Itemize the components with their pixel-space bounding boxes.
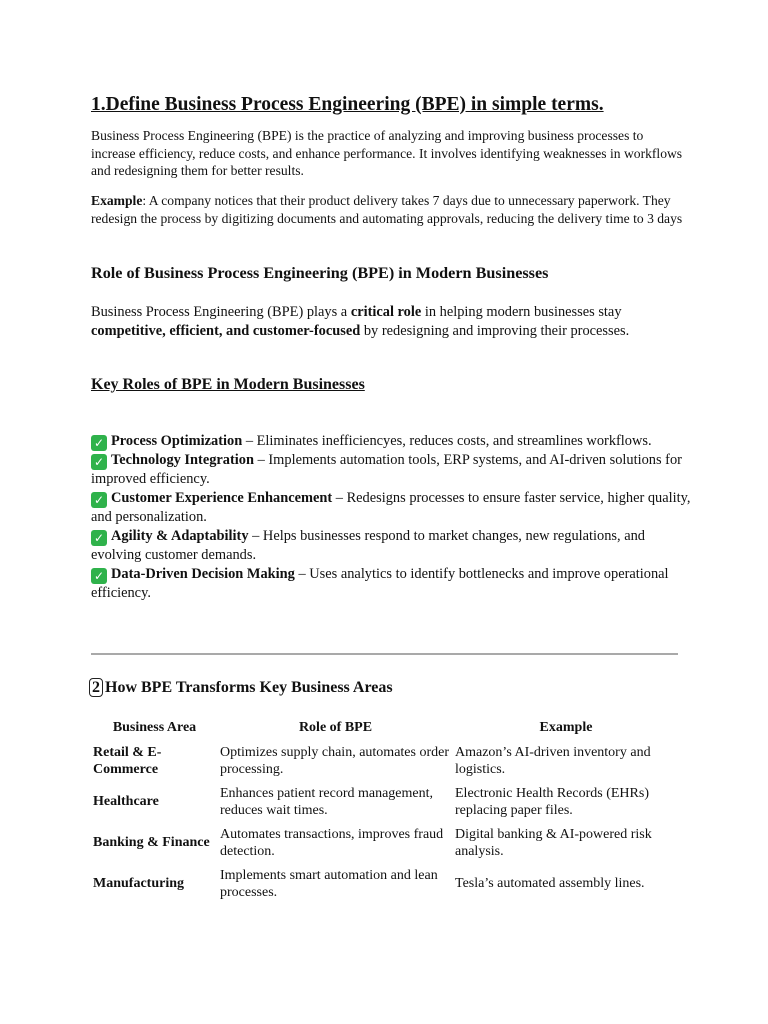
example-paragraph xyxy=(91,192,691,227)
key-role-title: Data-Driven Decision Making xyxy=(111,566,295,582)
key-role-title: Customer Experience Enhancement xyxy=(111,490,333,506)
key-role-item xyxy=(91,432,691,451)
key-role-desc: – Helps businesses respond to market changes, new regulations, and evolving customer demands. xyxy=(91,528,645,563)
cell-business-area: Healthcare xyxy=(93,794,159,810)
cell-business-area: Retail & E-Commerce xyxy=(93,744,162,777)
key-role-item xyxy=(91,565,691,603)
heading-key-roles: Key Roles of BPE in Modern Businesses xyxy=(91,376,365,393)
key-role-desc: – Redesigns processes to ensure faster service, higher quality, and personalization. xyxy=(91,490,691,525)
key-role-title: Process Optimization xyxy=(111,433,243,449)
table-row xyxy=(91,782,679,823)
key-role-item xyxy=(91,527,691,565)
role-text-1: Business Process Engineering (BPE) plays a xyxy=(91,304,351,320)
key-roles-list xyxy=(91,432,691,603)
check-mark-icon: ✓ xyxy=(91,568,107,584)
heading-transform-areas xyxy=(89,678,393,697)
section-number-box: 2 xyxy=(89,678,103,697)
cell-example: Electronic Health Records (EHRs) replacing paper files. xyxy=(455,785,649,818)
key-role-desc: – Uses analytics to identify bottlenecks and improve operational efficiency. xyxy=(91,566,669,601)
table-row xyxy=(91,823,679,864)
check-mark-icon: ✓ xyxy=(91,454,107,470)
check-mark-icon: ✓ xyxy=(91,492,107,508)
role-bold-2: competitive, efficient, and customer-focused xyxy=(91,323,361,339)
heading-role-of-bpe: Role of Business Process Engineering (BPE) in Modern Businesses xyxy=(91,264,549,282)
cell-role: Enhances patient record management, reduces wait times. xyxy=(220,785,434,818)
definition-paragraph: Business Process Engineering (BPE) is the practice of analyzing and improving business processes to increase efficiency, reduce costs, and enhance performance. It involves identifying weaknesses in workflows and redesigning them for better results. xyxy=(91,128,683,178)
cell-business-area: Banking & Finance xyxy=(93,835,210,851)
role-text-2: in helping modern businesses stay xyxy=(421,304,622,320)
cell-example: Amazon’s AI-driven inventory and logistics. xyxy=(455,744,651,777)
role-text-3: by redesigning and improving their processes. xyxy=(360,323,630,339)
example-label: Example xyxy=(91,193,143,208)
key-role-desc: – Implements automation tools, ERP systems, and AI-driven solutions for improved efficiency. xyxy=(91,452,682,487)
role-bold-1: critical role xyxy=(350,304,422,320)
business-areas-table xyxy=(91,717,679,905)
key-role-desc: – Eliminates inefficiencyes, reduces costs, and streamlines workflows. xyxy=(242,433,652,449)
cell-example: Digital banking & AI-powered risk analysis. xyxy=(455,826,652,859)
cell-role: Optimizes supply chain, automates order processing. xyxy=(220,744,449,777)
cell-example: Tesla’s automated assembly lines. xyxy=(455,876,645,892)
key-role-item xyxy=(91,451,691,489)
key-role-title: Technology Integration xyxy=(111,452,254,468)
table-header-row xyxy=(91,717,679,741)
check-mark-icon: ✓ xyxy=(91,530,107,546)
role-paragraph xyxy=(91,303,691,341)
cell-role: Automates transactions, improves fraud detection. xyxy=(220,826,444,859)
column-header-role: Role of BPE xyxy=(298,720,373,735)
heading-transform-text: How BPE Transforms Key Business Areas xyxy=(105,679,393,696)
cell-business-area: Manufacturing xyxy=(93,876,184,892)
column-header-example: Example xyxy=(539,720,593,735)
table-row xyxy=(91,864,679,905)
key-role-item xyxy=(91,489,691,527)
column-header-business-area: Business Area xyxy=(112,720,197,735)
heading-define-bpe: 1.Define Business Process Engineering (BPE) in simple terms. xyxy=(91,94,604,115)
example-text: : A company notices that their product delivery takes 7 days due to unnecessary paperwork. They redesign the process by digitizing documents and automating approvals, reducing the delivery time to 3 days xyxy=(91,193,683,226)
table-row xyxy=(91,741,679,782)
cell-role: Implements smart automation and lean processes. xyxy=(220,867,438,900)
check-mark-icon: ✓ xyxy=(91,435,107,451)
key-role-title: Agility & Adaptability xyxy=(111,528,249,544)
horizontal-divider xyxy=(91,653,678,655)
